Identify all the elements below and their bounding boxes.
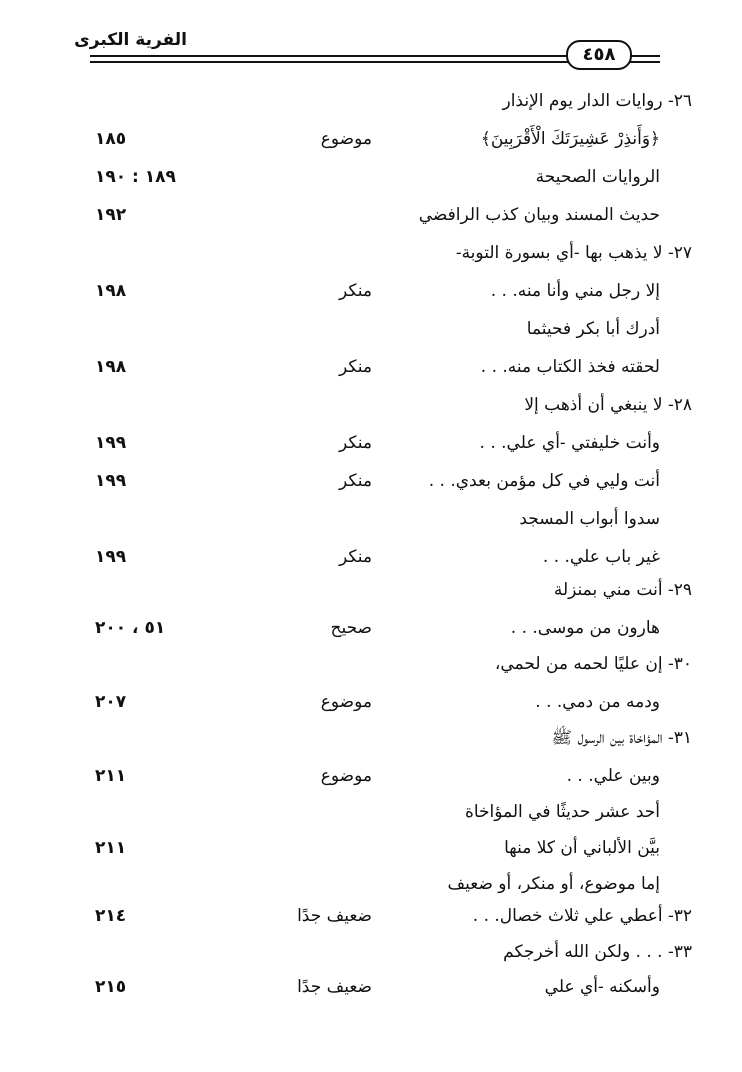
entry-text: ودمه من دمي. . . (535, 692, 660, 712)
entry-grade: منكر (338, 433, 372, 453)
entry-pages: ١٩٩ (95, 471, 127, 491)
entry-pages: ١٩٩ (95, 547, 127, 567)
index-entry (0, 84, 742, 118)
index-entry (0, 160, 742, 194)
entry-text: حديث المسند وبيان كذب الرافضي (418, 205, 660, 225)
index-entry (0, 502, 742, 536)
entry-grade: ضعيف جدًا (297, 977, 372, 997)
index-entry (0, 647, 742, 681)
page-number: ٤٥٨ (566, 40, 632, 70)
index-entry (0, 573, 742, 607)
entry-pages: ٢١١ (95, 838, 127, 858)
index-entry (0, 831, 742, 865)
entry-text: ٢٩- أنت مني بمنزلة (553, 580, 692, 600)
entry-text: أدرك أبا بكر فحيثما (526, 319, 660, 339)
index-entry (0, 540, 742, 574)
entry-pages: ٢١٤ (95, 906, 127, 926)
entry-text: ٣١- المؤاخاة بين الرسول ﷺ (551, 728, 692, 748)
index-entry (0, 312, 742, 346)
entry-text: أنت وليي في كل مؤمن بعدي. . . (428, 471, 660, 491)
index-entry (0, 685, 742, 719)
entry-text: إما موضوع، أو منكر، أو ضعيف (447, 874, 660, 894)
index-entry (0, 795, 742, 829)
entry-pages: ٢١٥ (95, 977, 127, 997)
entry-pages: ٢١١ (95, 766, 127, 786)
entry-text: لحقته فخذ الكتاب منه. . . (480, 357, 660, 377)
entry-grade: موضوع (320, 692, 372, 712)
entry-pages: ٥١ ، ٢٠٠ (95, 618, 166, 638)
entry-text: أحد عشر حديثًا في المؤاخاة (464, 802, 660, 822)
entry-text: وأنت خليفتي -أي علي. . . (479, 433, 660, 453)
entry-text: غير باب علي. . . (542, 547, 660, 567)
entry-grade: منكر (338, 547, 372, 567)
index-entry (0, 464, 742, 498)
entry-text: ٢٨- لا ينبغي أن أذهب إلا (524, 395, 692, 415)
index-entry (0, 122, 742, 156)
entry-pages: ١٩٨ (95, 281, 127, 301)
index-entry (0, 426, 742, 460)
entry-pages: ٢٠٧ (95, 692, 127, 712)
entry-text: ﴿وَأَنذِرْ عَشِيرَتَكَ الْأَقْرَبِينَ﴾ (480, 129, 660, 149)
entry-text: سدوا أبواب المسجد (519, 509, 660, 529)
index-entry (0, 970, 742, 1004)
index-entry (0, 236, 742, 270)
entry-pages: ١٩٨ (95, 357, 127, 377)
entry-text: وبين علي. . . (566, 766, 660, 786)
entry-pages: ١٩٩ (95, 433, 127, 453)
book-title: الفرية الكبرى (74, 30, 187, 50)
entry-grade: منكر (338, 357, 372, 377)
entry-pages: ١٨٩ : ١٩٠ (95, 167, 176, 187)
entry-grade: منكر (338, 281, 372, 301)
entry-pages: ١٩٢ (95, 205, 127, 225)
entry-text: الروايات الصحيحة (535, 167, 660, 187)
entry-pages: ١٨٥ (95, 129, 127, 149)
index-entry (0, 721, 742, 755)
index-entry (0, 611, 742, 645)
entry-grade: ضعيف جدًا (297, 906, 372, 926)
index-entry (0, 198, 742, 232)
entry-text: وأسكنه -أي علي (544, 977, 660, 997)
index-entry (0, 899, 742, 933)
entry-text: ٣٣- . . . ولكن الله أخرجكم (503, 942, 692, 962)
index-entry (0, 350, 742, 384)
entry-text: ٣٢- أعطي علي ثلاث خصال. . . (472, 906, 692, 926)
index-entry (0, 759, 742, 793)
entry-text: إلا رجل مني وأنا منه. . . (490, 281, 660, 301)
entry-text: هارون من موسى. . . (510, 618, 660, 638)
index-entry (0, 935, 742, 969)
entry-text: ٢٧- لا يذهب بها -أي بسورة التوبة- (455, 243, 692, 263)
index-entry (0, 274, 742, 308)
entry-text: ٢٦- روايات الدار يوم الإنذار (502, 91, 692, 111)
index-entry (0, 867, 742, 901)
entry-grade: منكر (338, 471, 372, 491)
entry-grade: صحيح (330, 618, 372, 638)
entry-text: ٣٠- إن عليًا لحمه من لحمي، (494, 654, 692, 674)
index-entry (0, 388, 742, 422)
entry-grade: موضوع (320, 766, 372, 786)
entry-grade: موضوع (320, 129, 372, 149)
entry-text: بيَّن الألباني أن كلا منها (504, 838, 660, 858)
